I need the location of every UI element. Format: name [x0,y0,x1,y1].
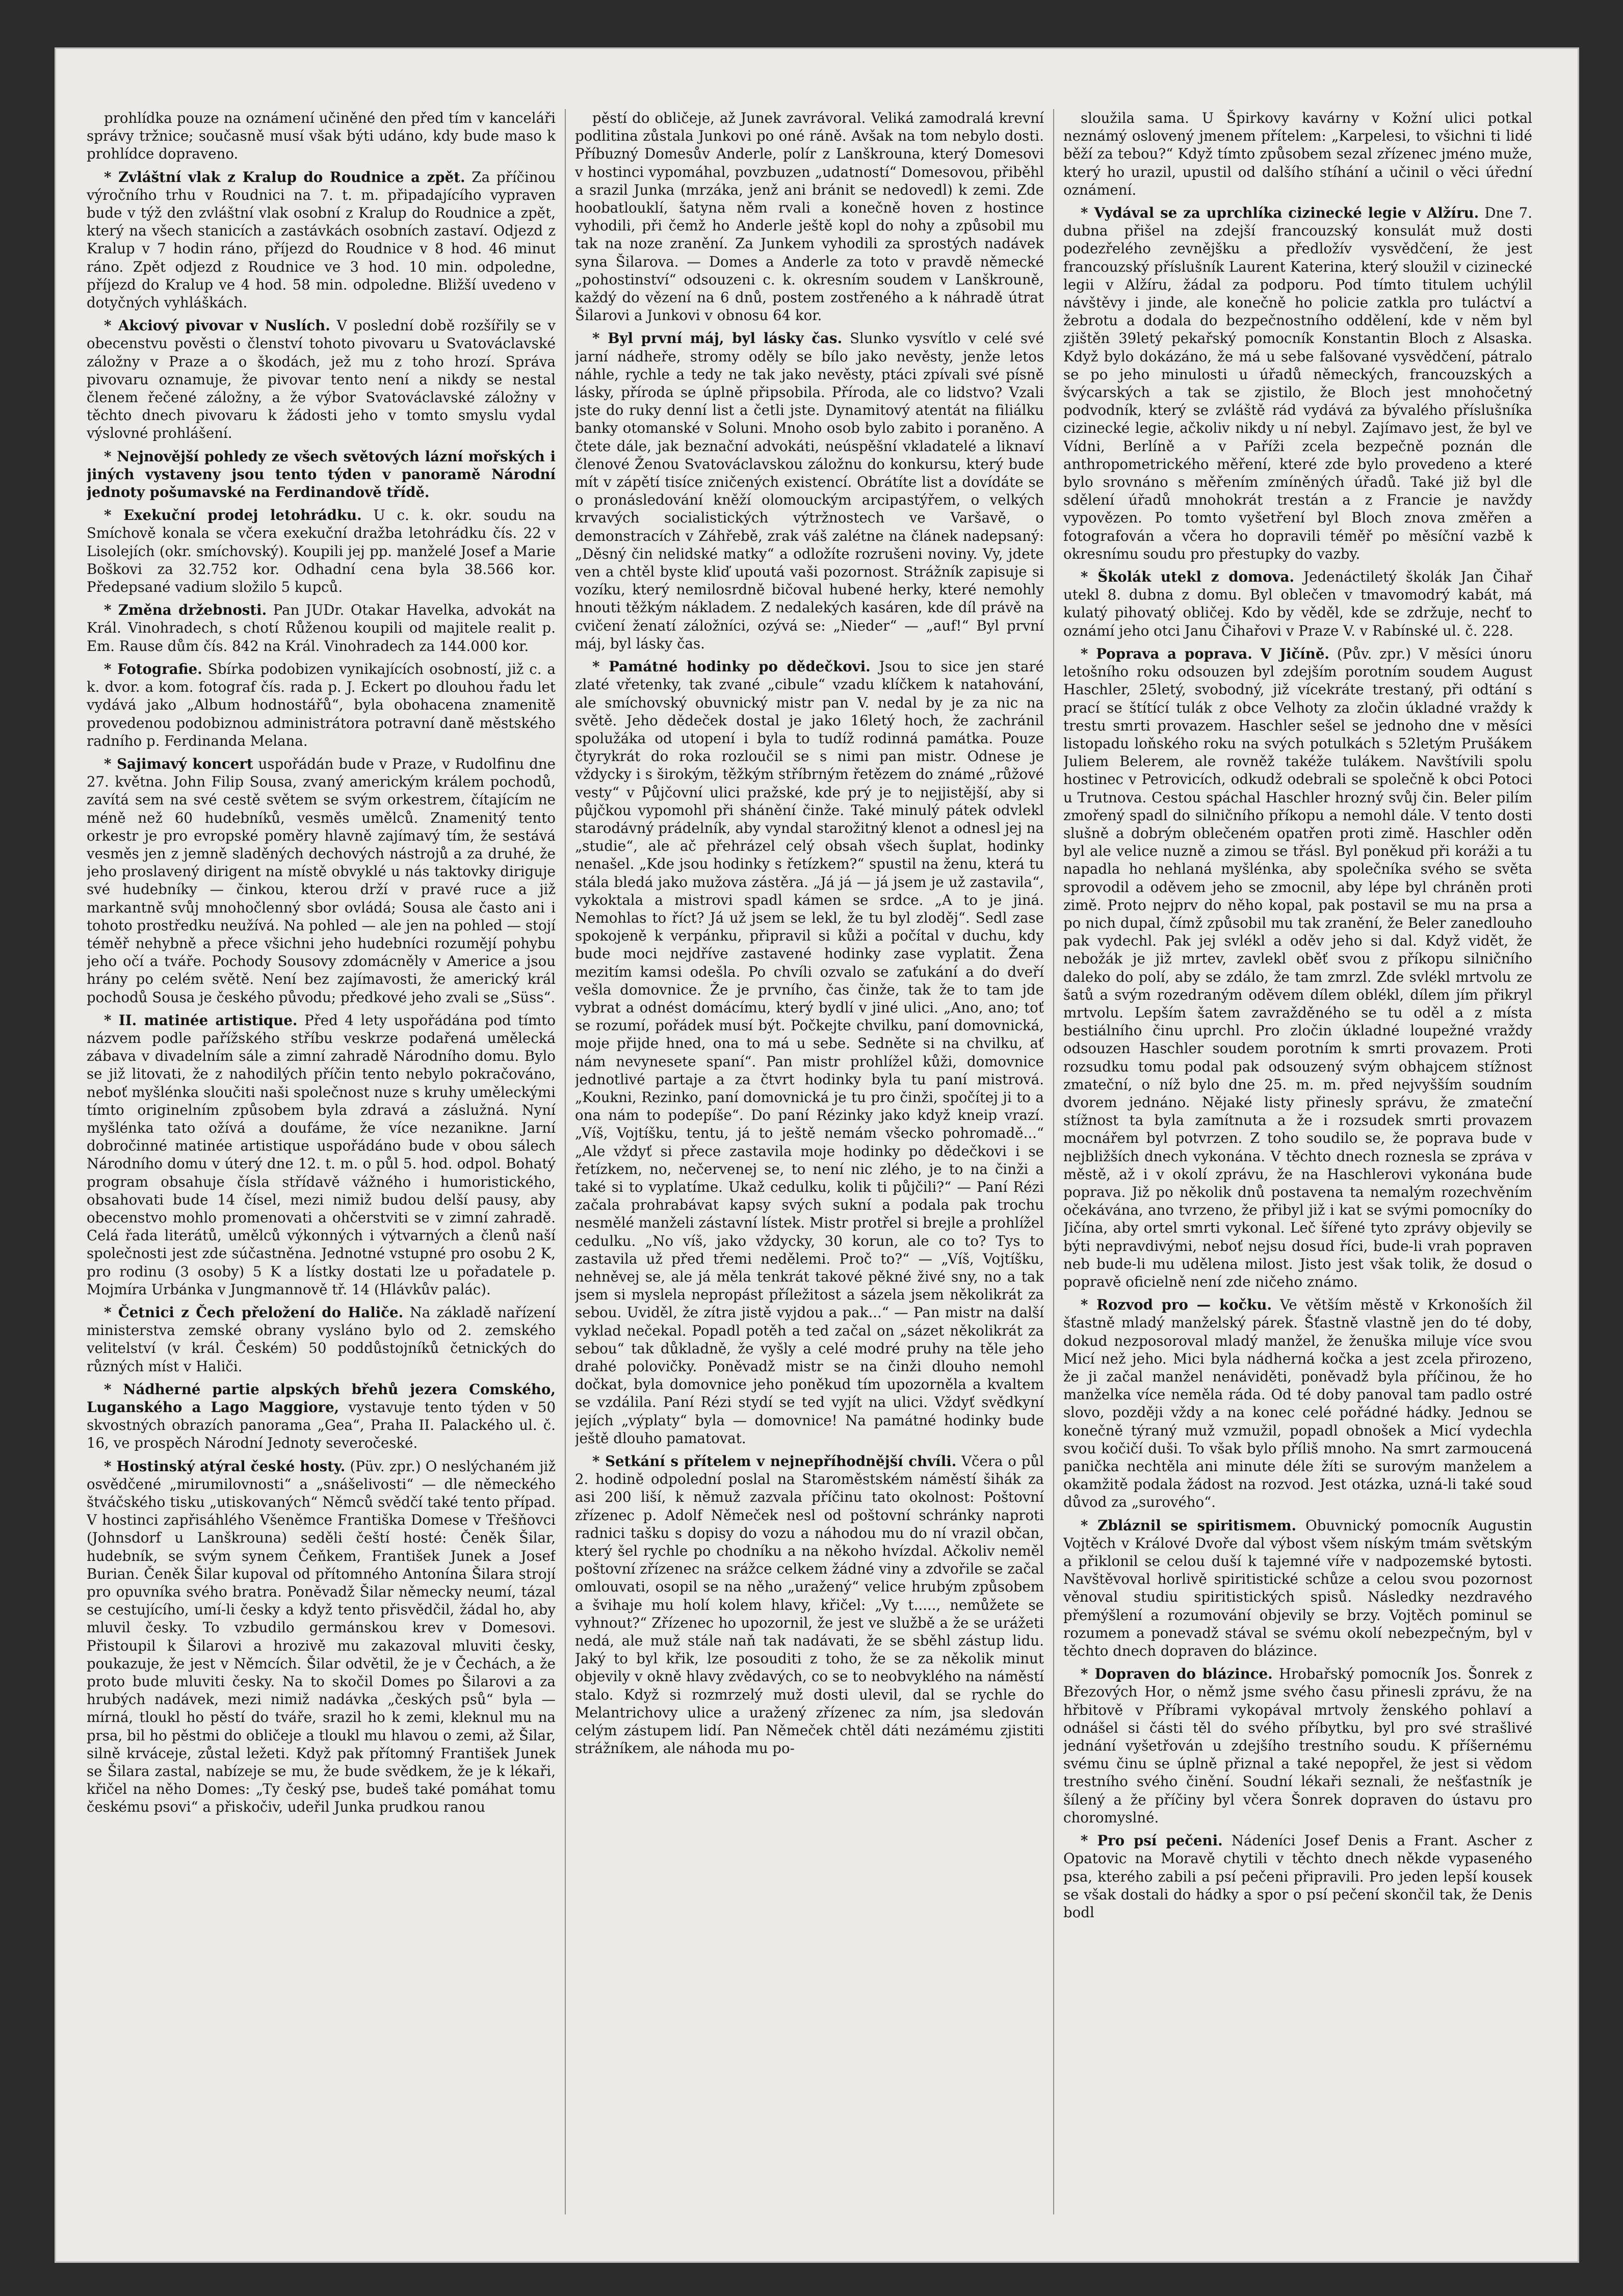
news-item [87,755,556,1006]
news-paragraph [87,506,556,596]
news-body: Jedenáctiletý školák Jan Čihař utekl 8. dubna z domu. Byl oblečen v tmavomodrý kabát, má kulatý pihovatý obličej. Kdo by věděl, kde se zdržuje, nechť to oznámí jeho otci Janu Čihařovi v Praze V. v Rabínské ul. č. 228. [1063,568,1532,639]
news-item [87,660,556,750]
news-paragraph [575,1452,1044,1757]
column-1 [87,109,556,2250]
news-body: vystavuje tento týden v 50 skvostných obrazích panorama „Gea“, Praha II. Palackého ul. č. 16, ve prospěch Národní Jednoty severočeské. [87,1399,556,1452]
news-item [87,168,556,312]
news-body: Sbírka podobizen vynikajících osobností, již c. a k. dvor. a kom. fotograf čís. rada p. J. Eckert po dlouhou řadu let vydává jako „Album hodnostářů“, byla obohacena znamenitě provedenou podobiznou administrátora potravní daně městského radního p. Ferdinanda Melana. [87,660,556,749]
news-body: Na základě nařízení ministerstva zemské obrany vysláno bylo od 2. zemského velitelství (v král. Českém) 50 poddůstojníků četnických do různých míst v Haliči. [87,1304,556,1375]
news-body: Dne 7. dubna přišel na zdejší francouzský konsulát muž dosti podezřelého zevnějšku a předložív vysvědčení, že jest francouzský příslušník Laurent Katerina, který sloužil v cizinecké legii v Alžíru, žádal za podporu. Pod tímto titulem uchýlil návštěvy i jinde, ale konečně ho policie zatkla pro tuláctví a žebrotu a dodala do bezpečnostního oddělení, kde v něm byl zjištěn 39letý pekařský pomocník Konstantin Bloch z Alsaska. Když bylo dokázáno, že má u sebe falšované vysvědčení, pátralo se po jeho minulosti u úřadů německých, francouzských a švýcarských a tak se zjistilo, že Bloch jest mnohočetný podvodník, který se zvláště rád vydává za bývalého příslušníka cizinecké legie, ačkoliv nikdy u ní nebyl. Zajímavo jest, že byl ve Vídni, Berlíně a v Paříži zcela bezpečně poznán dle anthropometrického měření, které zde bylo provedeno a které bylo srovnáno s měřením zmíněných úřadů. Také již byl dle sdělení úřadů mnohokrát trestán a z Francie je navždy vypovězen. Po tomto vyšetření byl Bloch znova změřen a fotografován a včera ho dopravili téměř po měsíční vazbě k okresnímu soudu pro přestupky do vazby. [1063,204,1532,562]
news-paragraph [87,1380,556,1452]
news-paragraph [575,329,1044,653]
news-paragraph [87,660,556,750]
news-item [1063,1517,1532,1660]
news-headline: * Poprava a poprava. V Jičíně. [1081,645,1329,662]
news-headline: * Četnici z Čech přeložení do Haliče. [104,1304,404,1321]
column-divider [1053,109,1054,2214]
news-headline: * Zbláznil se spiritismem. [1081,1517,1297,1534]
news-paragraph [87,317,556,442]
news-headline: * Sajimavý koncert [104,755,253,772]
news-item [87,317,556,442]
news-item [1063,568,1532,640]
news-paragraph [87,1457,556,1816]
news-headline: * Nejnovější pohledy ze všech světových lázní mořských i jiných vystaveny jsou tento týden v panoramě Národní jednoty pošumavské na Ferdinandově třídě. [87,448,556,501]
news-body: Obuvnický pomocník Augustin Vojtěch v Králové Dvoře dal výbost všem níským tmám světským a přiklonil se celou duší k tajemné víře v nadpozemské bytosti. Navštěvoval horlivě spiritistické schůze a celou svou pozornost věnoval studiu spiritistických spisů. Následky nezdravého přemýšlení a rozumování objevily se brzy. Vojtěch pominul se rozumem a ponevadž stával se svému okolí nebezpečným, byl v těchto dnech dopraven do blázince. [1063,1517,1532,1660]
news-headline: * Akciový pivovar v Nuslích. [104,317,330,334]
news-paragraph [87,1011,556,1298]
news-headline: * Setkání s přítelem v nejnepříhodnější chvíli. [592,1453,957,1470]
news-body: Hrobařský pomocník Jos. Šonrek z Březových Hor, o němž jsme svého času přinesli zprávu, že na hřbitově v Příbrami vykopával mrtvoly ženského pohlaví a odnášel si části těl do svého příbytku, byl pro své strašlivé jednání vyšetřován u zdejšího trestního soudu. K příšernému svému činu se úplně přiznal a také nepopřel, že jest si vědom trestního svého činění. Soudní lékaři seznali, že nešťastník je šílený a že příčiny byl včera Šonrek dopraven do ústavu pro choromyslné. [1063,1665,1532,1826]
news-item [1063,204,1532,563]
news-body: Za příčinou výročního trhu v Roudnici na 7. t. m. připadajícího vypraven bude v týž den zvláštní vlak osobní z Kralup do Roudnice a zpět, který na všech stanicích a zastávkách osobních zastaví. Odjezd z Kralup v 7 hodin ráno, příjezd do Roudnice v 8 hod. 46 minut ráno. Zpět odjezd z Roudnice ve 3 hod. 10 min. odpoledne, příjezd do Kralup ve 4 hod. 58 min. odpoledne. Bližší uvedeno v dotyčných vyhláškách. [87,168,556,311]
news-body: Nádeníci Josef Denis a Frant. Ascher z Opatovic na Moravě chytili v těchto dnech někde vypaseného psa, kterého zabili a psí pečeni připravili. Pro jeden lepší kousek se však dostali do hádky a spor o psí pečení skončil tak, že Denis bodl [1063,1832,1532,1921]
news-paragraph [87,109,556,163]
news-body: pěstí do obličeje, až Junek zavrávoral. Veliká zamodralá krevní podlitina zůstala Junkovi po oné ráně. Avšak na tom nebylo dosti. Příbuzný Domesův Anderle, polír z Lanškrouna, který Domesovi v hostinci vypomáhal, povzbuzen „udatností“ Domesovou, přiběhl a srazil Junka (mrzáka, jenž ani bránit se nedovedl) k zemi. Zde hoobatlouklí, šatyna něm rvali a konečně hoven z hostince vyhodili, při čemž ho Anderle ještě kopl do nohy a způsobil mu tak na noze zranění. Za Junkem vyhodili za sprostých nadávek syna Šilarova. — Domes a Anderle za toto v pravdě německé „pohostinství“ odsouzeni c. k. okresním soudem v Lanškrouně, každý do vězení na 6 dnů, postem zostřeného a k náhradě útrat Šilarovi a Junkovi v obnosu 64 kor. [575,110,1044,324]
column-2 [575,109,1044,2250]
news-body: (Püv. zpr.) O neslýchaném již osvědčené „mirumilovnosti“ a „snášelivosti“ — dle německého štváčského tisku „utiskovaných“ Němců svědčí také tento případ. V hostinci zapřisáhlého Všeněmce Františka Domese v Třešňovci (Johnsdorf u Lanškrouna) seděli čeští hosté: Čeněk Šilar, hudebník, se svým synem Čeňkem, František Junek a Josef Burian. Čeněk Šilar kupoval od přítomného Antonína Šilara strojí pro opuvníka svého bratra. Poněvadž Šilar německy neumí, tázal se cestujícího, umí-li česky a když tento přisvědčil, žádal ho, aby mluvil česky. To vzbudilo germánskou krev v Domesovi. Přistoupil k Šilarovi a hrozivě mu zakazoval mluviti česky, poukazuje, že jest v Němcích. Šilar odvětil, že je v Čechách, a že proto bude mluviti česky. Na to skočil Domes po Šilarovi a za hrubých nadávek, mezi nimiž nadávka „českých psů“ byla — mírná, tloukl ho pěstí do tváře, srazil ho k zemi, kleknul mu na prsa, bil ho pěstmi do obličeje a tloukl mu hlavou o zemi, až Šilar, silně krváceje, zůstal ležeti. Když pak přítomný František Junek se Šilara zastal, nabízeje se mu, že bude svědkem, že je k lékaři, křičel na něho Domes: „Ty český pse, budeš také pomáhat tomu českému psovi“ a přiskočiv, udeřil Junka prudkou ranou [87,1457,556,1816]
news-headline: * Fotografie. [104,660,202,677]
news-paragraph [87,168,556,312]
news-body: U c. k. okr. soudu na Smíchově konala se včera exekuční dražba letohrádku čís. 22 v Lisolejích (okr. smíchovský). Koupili jej pp. manželé Josef a Marie Boškovi za 32.752 kor. Odhadní cena byla 38.566 kor. Předepsané vadium složilo 5 kupců. [87,507,556,596]
news-paragraph [1063,1517,1532,1660]
news-headline: * Vydával se za uprchlíka cizinecké legie v Alžíru. [1081,204,1479,222]
news-paragraph [87,1303,556,1375]
news-item [1063,1296,1532,1511]
news-paragraph [575,109,1044,324]
news-body: (Pův. zpr.) V měsíci únoru letošního roku odsouzen byl zdejším porotním soudem August Haschler, 25letý, svobodný, již vícekráte trestaný, při odtání s prací se štítící tulák z obce Velhoty za zločin úkladné vraždy k trestu smrti provazem. Haschler sešel se jednoho dne v měsíci listopadu loňského roku na svých potulkách s 52letým Prušákem Juliem Belerem, ale rovněž takéže tulákem. Navštívili spolu hostinec v Petrovicích, odkudž odebrali se společně k obci Potoci u Trutnova. Cestou spáchal Haschler hrozný svůj čin. Beler pilím zmořený spadl do silničního příkopu a nemohl dále. V tento dosti slušně a dobrým oblečeném opatřen proti zimě. Haschler oděn byl ale velice nuzně a zimou se třásl. Byl poněkud při koráži a tu napadla ho nehlaná myšlénka, aby společníka svého se světa sprovodil a oděvem jeho se zmocnil, aby lépe byl chráněn proti zimě. Proto nejprv do něho kopal, pak postavil se mu na prsa a po nich dupal, čímž způsobil mu tak zranění, že Beler zanedlouho pak vydechl. Pak jej svlékl a oděv jeho si dal. Když vidět, že nebožák je již mrtev, zavlekl oběť svou z příkopu silničního daleko do polí, aby se zdálo, že tam zmrzl. Zde svlékl mrtvolu ze šatů a svým rozedraným oděvem dílem oblékl, dílem jím přikryl mrtvolu. Lepším šatem zavražděného se tu oděl a z místa bestiálního činu uprchl. Pro zločin úkladné loupežné vraždy odsouzen Haschler soudem porotním k smrti provazem. Proti rozsudku tomu podal pak odsouzený svým obhajcem stížnost zmateční, o níž bylo dne 25. m. m. před nejvyšším soudním dvorem jednáno. Nějaké listy přinesly správu, že zmateční stížnost ta byla zamítnuta a že i rozsudek smrti provazem mocnářem byl potvrzen. Z toho soudilo se, že poprava bude v nejbližších dnech vykonána. V těchto dnech roznesla se zpráva v městě, až i v okolí zprávu, že na Haschlerovi vykonána bude poprava. Již po několik dnů postavena ta nemalým rozechvěním očekávána, ano tvrzeno, že přibyl již i kat se svými pomocníky do Jičína, aby ortel smrti vykonal. Leč šířené tyto zprávy objevily se býti nepravdivými, neboť nejsu dosud říci, bude-li vrah popraven neb bude-li mu udělena milost. Jisto jest však tolik, že dosud o popravě oficielně není zde ničeho známo. [1063,645,1532,1290]
news-item [1063,109,1532,199]
news-paragraph [575,658,1044,1447]
news-headline: * Změna držebnosti. [104,602,267,619]
news-body: Jsou to sice jen staré zlaté vřetenky, tak zvané „cibule“ vzadu klíčkem k natahování, ale smíchovský obuvnický mistr pan V. nedal by je za nic na světě. Jeho dědeček dostal je jako 16letý hoch, že zachránil spolužáka od utopení i byla to tudíž rodinná památka. Pouze čtyrykrát do roka rozloučil se s nimi pan mistr. Odnese je vždycky i s širokým, těžkým stříbrným řetězem do známé „růžové vesty“ v Půjčovní ulici pražské, kde prý je to nejjistější, aby si půjčkou vypomohl při shánění činže. Také minulý pátek odvlekl starodávný prádelník, aby vyndal starožitný klenot a odnesl jej na „studie“, ale ač přehrázel celý obsah všech šuplat, hodinky nenašel. „Kde jsou hodinky s řetízkem?“ spustil na ženu, která tu stála bledá jako mužova zástěra. „Já já — já jsem je už zastavila“, vykoktala a mistrovi spadl kámen se srdce. „A to je jiná. Nemohlas to říct? Já už jsem se lekl, že tu byl zloděj“. Sedl zase spokojeně k verpánku, připravil si kůži a počítal v duchu, kdy bude moci nejdříve zastavené hodinky zase vyplatit. Žena mezitím kamsi odešla. Po chvíli ozvalo se zaťukání a do dveří vešla domovnice. Že je prvního, čas činže, tak že to tam jde vybrat a odnést domácímu, který bydlí v jiné ulici. „Ano, ano; toť se rozumí, pořádek musí být. Počkejte chvilku, paní domovnická, moje přijde hned, ona to má u sebe. Sedněte si na chvilku, ať nám nevynesete spaní“. Pan mistr prohlížel kůži, domovnice jednotlivé partaje a za čtvrt hodinky byla tu paní mistrová. „Koukni, Rezinko, paní domovnická je tu pro činži, spočítej ji to a ona nám to podepíše“. Do paní Rézinky jako když kneip vrazí. „Víš, Vojtíšku, tentu, já to ještě nemám všecko pohromadě...“ „Ale vždyť si přece zastavila moje hodinky po dědečkovi i se řetízkem, no, nečervenej se, to není nic zlého, je to na činži a také si to vyplatíme. Ukaž cedulku, kolik ti půjčili?“ — Paní Rézi začala prohrabávat kapsy svých sukní a podala pak trochu nesmělé manželi zástavní lístek. Mistr protřel si brejle a prohlížel cedulku. „No víš, jako vždycky, 30 korun, ale co to? Tys to zastavila už před třemi nedělemi. Proč to?“ — „Víš, Vojtíšku, nehněvej se, ale já měla tenkrát takové pěkné živé sny, no a tak jsem si myslela nepropást příležitost a sázela jsem několikrát za sebou. Uviděl, že zítra jistě vyjdou a pak...“ — Pan mistr na další vyklad nečekal. Popadl potěh a ted začal on „sázet několikrát za sebou“ tak důkladně, že vyšly a celé modré pruhy na těle jeho drahé polovičky. Poněvadž mistr se na činži dlouho nemohl dočkat, byla domovnice jeho poněkud tím upozorněla a kvaltem se vzdálila. Paní Rézi stydí se ted vyjít na ulici. Vždyť svědkyní jejích „výplaty“ byla — domovnice! Na památné hodinky bude ještě dlouho pamatovat. [575,658,1044,1447]
news-paragraph [87,601,556,655]
news-headline: * Památné hodinky po dědečkovi. [592,658,871,675]
news-paragraph [1063,1832,1532,1921]
news-item [1063,1832,1532,1921]
news-item [87,1303,556,1375]
news-item [575,658,1044,1447]
news-paragraph [87,448,556,502]
newspaper-page [56,49,1578,2261]
news-paragraph [1063,568,1532,640]
news-headline: * Hostinský atýral české hosty. [104,1457,346,1475]
news-paragraph [1063,204,1532,563]
news-headline: * Byl první máj, byl lásky čas. [592,330,843,347]
news-paragraph [1063,645,1532,1291]
news-paragraph [87,755,556,1006]
news-headline: * Nádherné partie alpských břehů jezera Comského, Luganského a Lago Maggiore, [87,1380,556,1416]
news-headline: * Pro psí pečeni. [1081,1832,1223,1849]
news-item [87,1011,556,1298]
news-paragraph [1063,1665,1532,1827]
news-item [87,448,556,502]
news-headline: * II. matinée artistique. [104,1011,298,1029]
news-item [87,506,556,596]
news-body: Pan JUDr. Otakar Havelka, advokát na Král. Vinohradech, s chotí Růženou koupili od majitele realit p. Em. Rause dům čís. 842 na Král. Vinohradech za 144.000 kor. [87,602,556,655]
news-headline: * Zvláštní vlak z Kralup do Roudnice a zpět. [104,168,465,186]
news-body: Ve větším městě v Krkonoších žil šťastně mladý manželský párek. Šťastně vlastně jen do té doby, dokud nezposoroval mladý manžel, že ženuška miluje více svou Micí než jeho. Mici byla nádherná kočka a jest zcela přirozeno, že ji začal manžel nenáviděti, poněvadž byla příčinou, že ho manželka více neměla ráda. Od té doby panoval tam padlo ostré slovo, později vždy a na konec celé pořádné hádky. Jednou se konečně týraný muž vzmužil, popadl obnošek a Micí vydechla svou kočičí duši. To však bylo příliš mnoho. Na smrt zarmoucená panička nechtěla ani minute déle žíti se surovým manželem a okamžitě podala žádost na rozvod. Jest otázka, uzná-li také soud důvod za „surového“. [1063,1296,1532,1511]
news-paragraph [1063,1296,1532,1511]
news-item [87,601,556,655]
news-body: Před 4 lety uspořádána pod tímto názvem podle pařížského stříbu veskrze podařená umělecká zábava v divadelním sále a zimní zahradě Národního domu. Bylo se již litovati, že z nahodilých příčin tento nebylo pokračováno, neboť myšlénka sloučiti naši společnost nuze s kruhy uměleckými tímto originelním způsobem byla zdravá a záslužná. Nyní myšlénka tato ožívá a doufáme, že více nezanikne. Jarní dobročinné matinée artistique uspořádáno bude v obou sálech Národního domu v úterý dne 12. t. m. o půl 5. hod. odpol. Bohatý program obsahuje čísla střídavě vážného i humoristického, obsahovati bude 14 čísel, mezi nimiž budou delší pausy, aby obecenstvo mohlo promenovati a ohčerstviti se v zimní zahradě. Celá řada literátů, umělců výkonných i výtvarných a členů naší společnosti jest zde súčastněna. Jednotné vstupné pro osobu 2 K, pro rodinu (3 osoby) 5 K a lístky dostati lze u pořadatele p. Mojmíra Urbánka v Jungmannově tř. 14 (Hlávkův palác). [87,1011,556,1298]
news-body: sloužila sama. U Špirkovy kavárny v Kožní ulici potkal neznámý oslovený jmenem přítelem: „Karpelesi, to všichni ti lidé běží za tebou?“ Když tímto způsobem sezal zřízenec jméno muže, který ho urazil, upustil od dalšího stíhání a učinil o věci úřední oznámení. [1063,110,1532,198]
news-headline: * Školák utekl z domova. [1081,568,1295,586]
news-headline: * Dopraven do blázince. [1081,1665,1273,1683]
news-item [575,329,1044,653]
news-paragraph [1063,109,1532,199]
news-item [1063,645,1532,1291]
news-item [575,1452,1044,1757]
news-item [87,1457,556,1816]
news-headline: * Exekuční prodej letohrádku. [104,507,362,524]
news-body: uspořádán bude v Praze, v Rudolfinu dne 27. května. John Filip Sousa, zvaný americkým králem pochodů, zavítá sem na své cestě světem se svým orkestrem, čítajícím ne méně než 60 hudebníků, vesměs umělců. Znamenitý tento orkestr je pro evropské poměry hlavně zajímavý tím, že sestává vesměs jen z jemně sladěných dechových nástrojů a za druhé, že jeho proslavený dirigent na místě obvyklé u nás taktovky diriguje své hudebníky — činkou, kterou drží v pravé ruce a již markantně svůj mnohočlenný sbor ovládá; Sousa ale často ani i tohoto prostředku neužívá. Na pohled — ale jen na pohled — stojí téměř nehybně a přece všichni jeho hudebníci rozumějí pohybu jeho očí a tváře. Pochody Sousovy zdomácněly v Americe a jsou hrány po celém světě. Není bez zajímavosti, že americký král pochodů Sousa je českého původu; předkové jeho zvali se „Süss“. [87,755,556,1006]
news-item [1063,1665,1532,1827]
column-divider [565,109,566,2214]
news-item [87,1380,556,1452]
news-body: V poslední době rozšířily se v obecenstvu pověsti o členství tohoto pivovaru u Svatováclavské záložny v Praze a o škodách, jež mu z toho hrozí. Správa pivovaru oznamuje, že pivovar tento není a nikdy se nestal členem řečené záložny, a že výbor Svatováclavské záložny v těchto dnech pivovaru k žádosti jeho v tomto smyslu vydal výslovné prohlášení. [87,317,556,442]
news-body: prohlídka pouze na oznámení učiněné den před tím v kanceláři správy tržnice; současně musí však býti udáno, kdy bude maso k prohlídce dopraveno. [87,110,556,163]
news-item [575,109,1044,324]
news-headline: * Rozvod pro — kočku. [1081,1296,1272,1314]
news-body: Včera o půl 2. hodině odpolední poslal na Staroměstském náměstí šihák za asi 200 liší, k němuž zazvala příčinu tato okolnost: Poštovní zřízenec p. Adolf Němeček nesl od poštovní schránky naproti radnici tašku s dopisy do vozu a náhodou mu do ní vrazil občan, který šel rychle po chodníku a na někoho hvízdal. Ačkoliv neměl poštovní zřízenec na srážce celkem žádné viny a zdvořile se začal omlouvati, osopil se na něho „uražený“ velice hrubým způsobem a švihaje mu holí kolem hlavy, křičel: „Vy t....., nemůžete se vyhnout?“ Zřízenec ho upozornil, že jest ve službě a že se urážeti nedá, ale muž stále naň tak nadávati, že se sběhl zástup lidu. Jaký to byl křik, lze posouditi z toho, že se za několik minut objevily v okně hlavy zvědavých, co se to neobvyklého na náměstí stalo. Když si rozmrzelý muž dosti ulevil, dal se rychle do Melantrichovy ulice a uražený zřízenec za ním, jsa sledován celým zástupem lidí. Pan Němeček chtěl dáti nezámému zjistiti strážníkem, ale náhoda mu po- [575,1453,1044,1757]
news-item [87,109,556,163]
news-body: Slunko vysvítlo v celé své jarní nádheře, stromy oděly se bílo jako nevěsty, jenže letos náhle, rychle a tedy ne tak jako nevěsty, ptáci zpívali své písně lásky, příroda se úplně připsobila. Příroda, ale co lidstvo? Vzali jste do ruky denní list a četli jste. Dynamitový atentát na filiálku banky otomanské v Soluni. Mnoho osob bylo zabito i poraněno. A čtete dále, jak beznační advokáti, neúspěšní vkladatelé a liknaví členové Ženou Svatováclavskou záložnu do konkursu, který bude mít v zápětí tisíce zničených existencí. Obrátíte list a dovídáte se o pronásledování kněží olomouckým arcipastýřem, o velkých krvavých socialistických výtržnostech ve Varšavě, o demonstracích v Záhřebě, zrak váš zalétne na článek nadepsaný: „Děsný čin nelidské matky“ a odložíte rozrušeni noviny. Vy, jdete ven a chtěl byste kliď upoutá vaši pozornost. Strážník zapisuje si vozíku, který nemilosrdně bičoval hubené herky, které nemohly hnouti těžkým nákladem. Z nedalekých kasáren, kde díl právě na cvičení ženatí záložníci, ozývá se: „Nieder“ — „auf!“ Byl první máj, byl lásky čas. [575,330,1044,652]
column-3 [1063,109,1532,2250]
